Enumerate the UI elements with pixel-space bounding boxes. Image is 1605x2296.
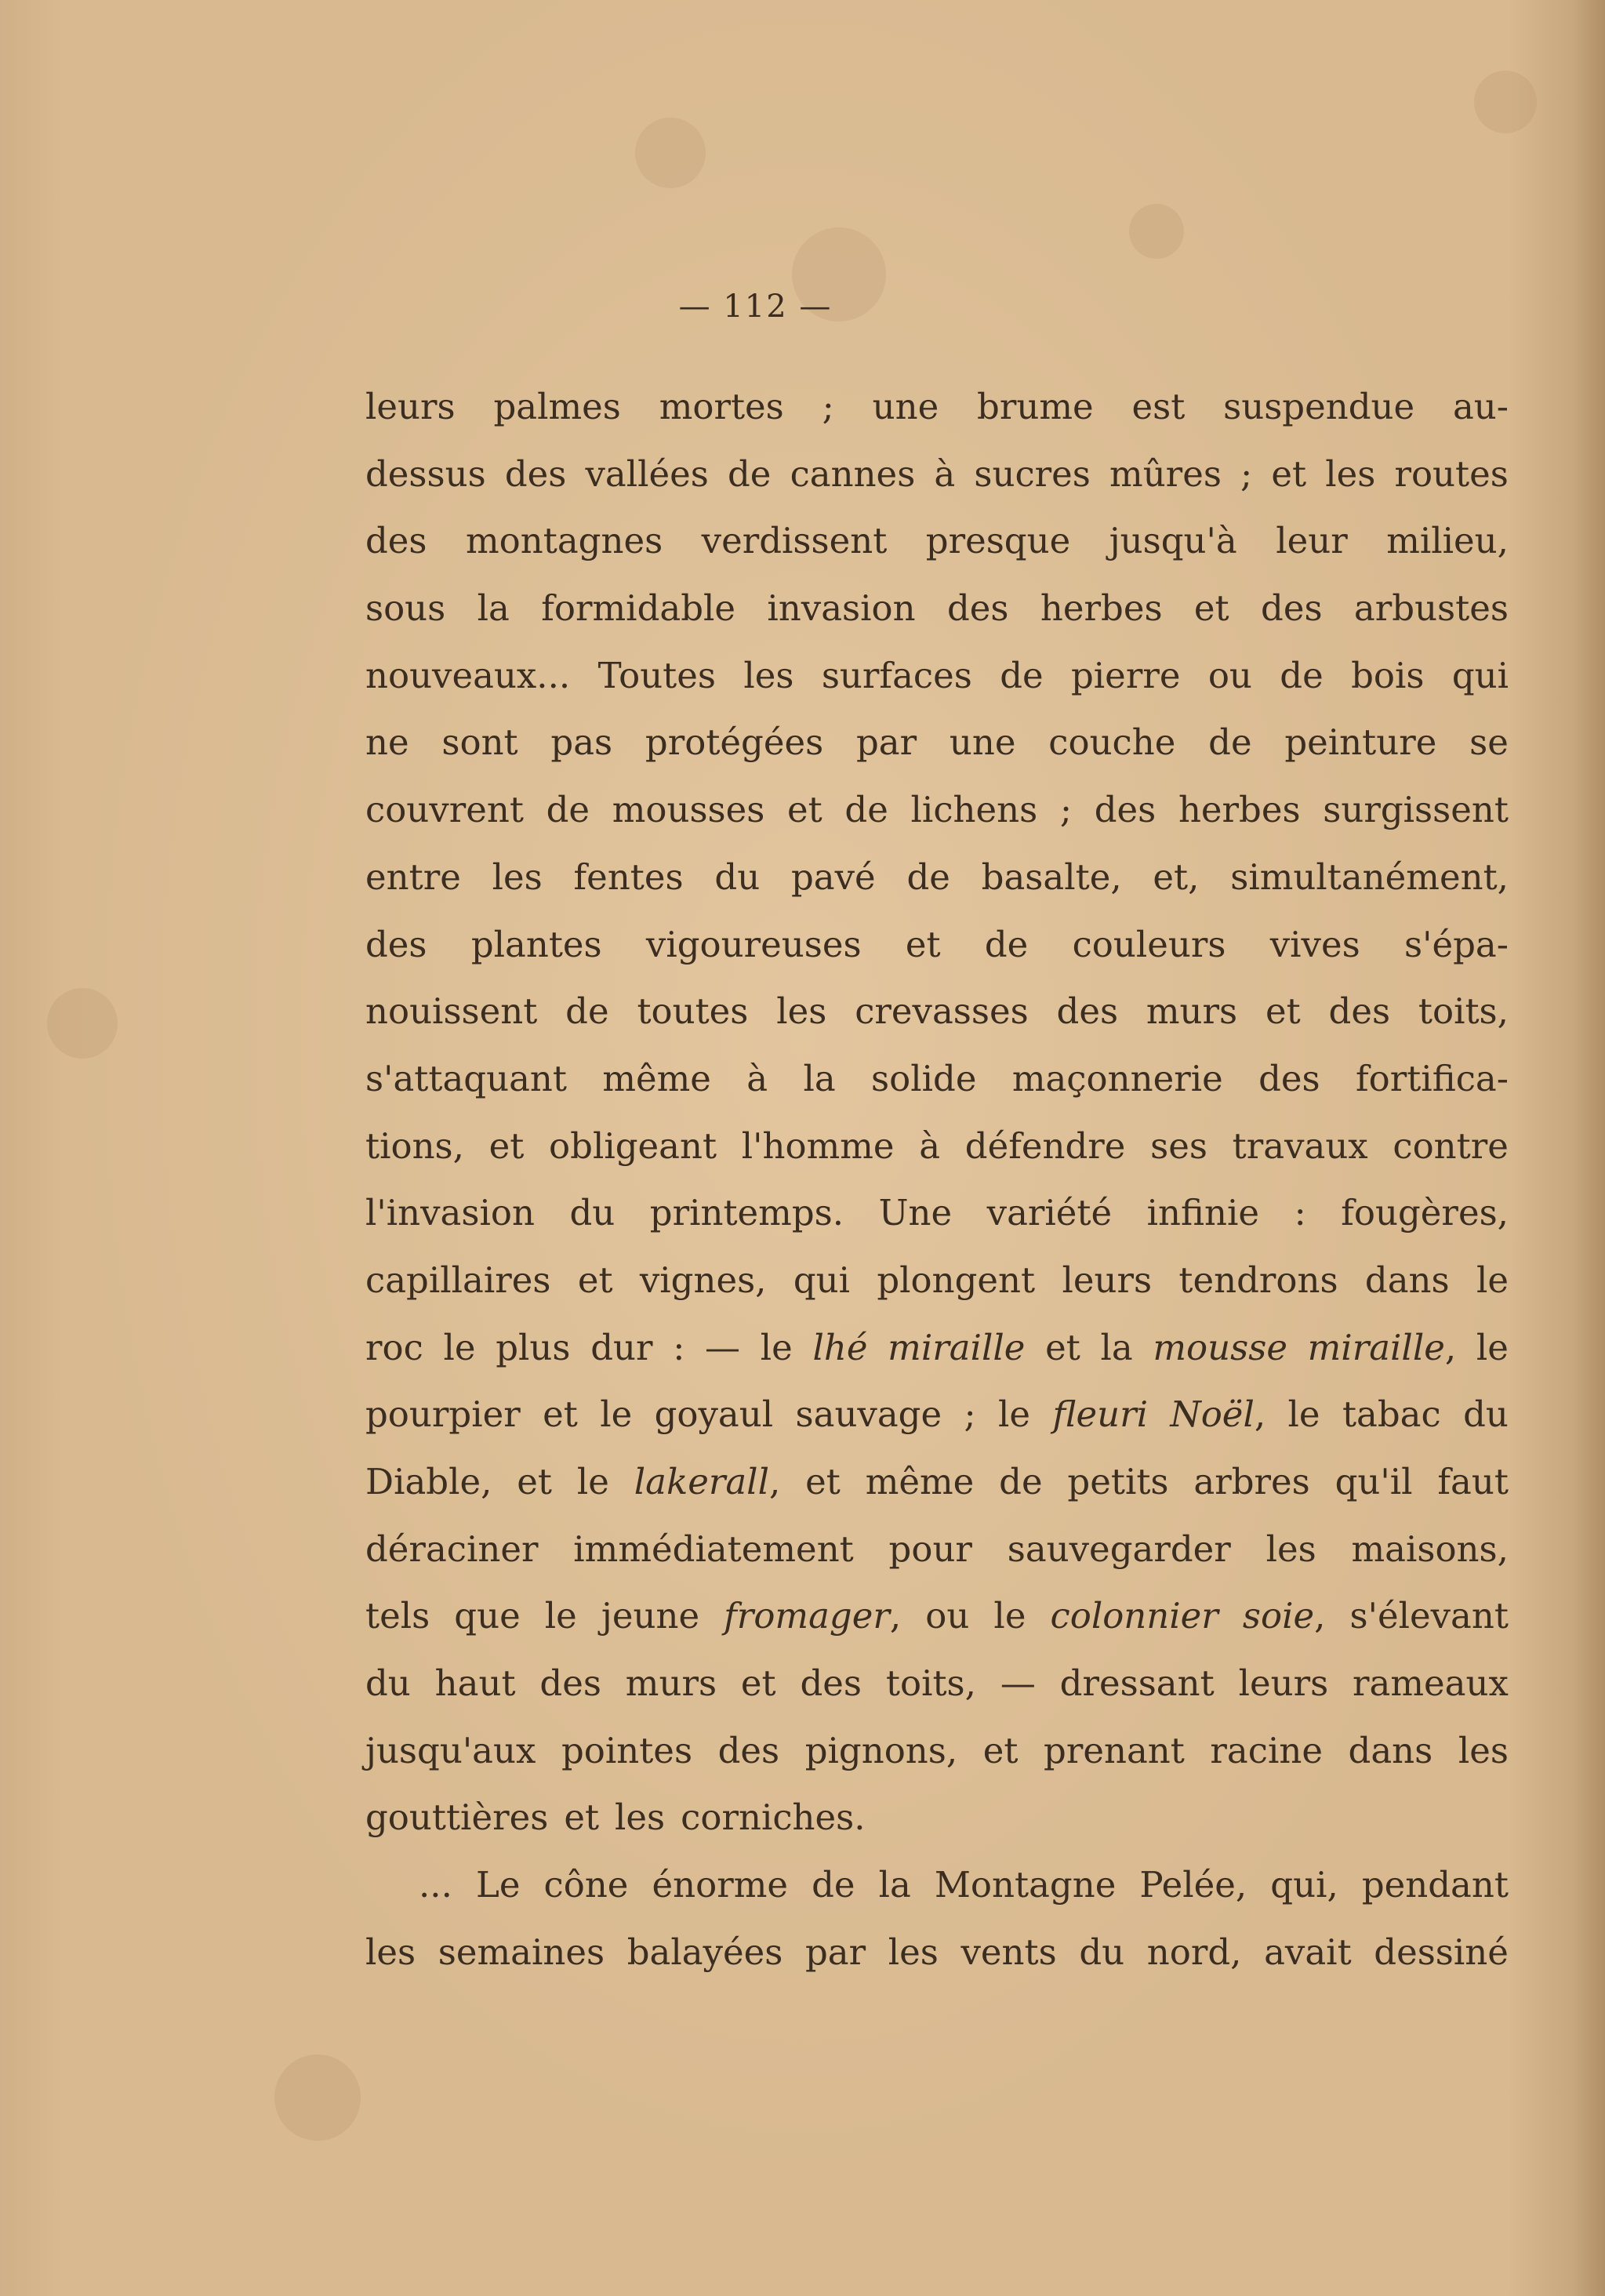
word: basalte, (981, 856, 1122, 898)
word: nouissent (365, 990, 538, 1033)
word: soie, (1242, 1595, 1326, 1637)
word: du (569, 1192, 615, 1234)
word: l'invasion (365, 1192, 535, 1234)
word: leur (1276, 520, 1348, 562)
word: ; (822, 386, 834, 427)
word: murs (1146, 990, 1238, 1033)
word: des (946, 587, 1009, 630)
word: qui (793, 1259, 851, 1301)
word: s'épa- (1403, 923, 1509, 965)
word: printemps. (649, 1192, 844, 1234)
text-line (365, 1381, 1509, 1448)
word: des (1258, 1057, 1320, 1099)
word: des (1094, 789, 1157, 831)
word: jusqu'à (1109, 520, 1237, 562)
word: lakerall, (634, 1461, 781, 1502)
word: se (1469, 721, 1509, 764)
word: fougères, (1341, 1192, 1509, 1234)
word: travaux (1232, 1124, 1368, 1167)
word: balayées (626, 1931, 783, 1973)
word: et (787, 789, 822, 831)
word: et (805, 1461, 841, 1502)
text-line (365, 1045, 1509, 1113)
word: miraille (888, 1326, 1026, 1368)
word: plantes (470, 923, 602, 965)
word: mûres (1109, 452, 1222, 495)
word: le (576, 1461, 609, 1502)
word: s'attaquant (365, 1057, 567, 1099)
word: : (1294, 1192, 1306, 1234)
word: Diable, (365, 1461, 492, 1502)
word: invasion (767, 587, 916, 630)
word: mousses (612, 789, 765, 831)
word: et (1265, 990, 1301, 1033)
word: maçonnerie (1011, 1057, 1223, 1099)
text-line (365, 575, 1509, 642)
word: — (1000, 1662, 1036, 1705)
word: vignes, (639, 1259, 767, 1301)
word: à (934, 452, 956, 495)
word: de (844, 789, 888, 831)
word: le (998, 1393, 1031, 1436)
word: colonnier (1050, 1595, 1218, 1637)
word: ... (419, 1864, 452, 1906)
word: le (760, 1326, 793, 1368)
word: fortifica- (1355, 1057, 1509, 1099)
word: pourpier (365, 1393, 521, 1436)
word: mousse (1153, 1326, 1287, 1368)
word: sous (365, 587, 446, 630)
word: et (517, 1461, 552, 1502)
word: le (600, 1393, 633, 1436)
text-line (365, 844, 1509, 911)
word: est (1131, 386, 1186, 427)
word: cannes (790, 452, 916, 495)
word: et (1271, 452, 1307, 495)
word: ; (1240, 452, 1253, 495)
text-line (365, 1247, 1509, 1314)
text-line (365, 1179, 1509, 1247)
text-line (365, 1448, 1509, 1516)
word: et (1193, 587, 1229, 630)
word: simultanément, (1230, 856, 1509, 898)
word: et (543, 1393, 578, 1436)
paper-stain (1129, 204, 1184, 259)
word: plus (496, 1326, 571, 1368)
word: les (365, 1931, 416, 1973)
word: protégées (645, 721, 824, 764)
word: des (365, 520, 427, 562)
word: : (673, 1326, 685, 1368)
word: qui (1451, 654, 1509, 696)
word: capillaires (365, 1259, 551, 1301)
word: Montagne (934, 1864, 1117, 1906)
word: que (454, 1595, 521, 1637)
word: de (812, 1864, 855, 1906)
word: et (1045, 1326, 1080, 1368)
word: dans (1348, 1729, 1433, 1771)
word: entre (365, 856, 461, 898)
word: dessiné (1374, 1931, 1509, 1973)
word: leurs (365, 386, 456, 427)
word: de (1280, 654, 1324, 696)
word: couche (1048, 721, 1176, 764)
text-line (365, 978, 1509, 1045)
word: ses (1150, 1124, 1207, 1167)
word: toutes (637, 990, 749, 1033)
word: pendant (1361, 1864, 1509, 1906)
word: contre (1393, 1124, 1509, 1167)
word: maisons, (1351, 1528, 1509, 1570)
word: prenant (1044, 1729, 1185, 1771)
word: plongent (877, 1259, 1036, 1301)
word: les (1325, 452, 1376, 495)
word: arbustes (1353, 587, 1509, 630)
word: les (1265, 1528, 1316, 1570)
word: fentes (573, 856, 684, 898)
word: s'élevant (1349, 1595, 1509, 1637)
text-line (365, 1314, 1509, 1382)
word: de (546, 789, 590, 831)
word: leurs (1062, 1259, 1153, 1301)
word: pas (550, 721, 613, 764)
word: le (443, 1326, 476, 1368)
word: le (1476, 1326, 1509, 1368)
word: petits (1067, 1461, 1169, 1502)
word: cône (543, 1864, 629, 1906)
word: des (504, 452, 567, 495)
word: pavé (790, 856, 876, 898)
word: des (717, 1729, 780, 1771)
word: la (803, 1057, 836, 1099)
word: pignons, (804, 1729, 958, 1771)
word: rameaux (1353, 1662, 1509, 1705)
text-line (365, 642, 1509, 710)
word: dur (590, 1326, 653, 1368)
word: du (365, 1662, 411, 1705)
word: herbes (1040, 587, 1163, 630)
word: les (1458, 1729, 1509, 1771)
word: même (865, 1461, 975, 1502)
word: vallées (585, 452, 709, 495)
text-line (365, 776, 1509, 844)
word: sauvegarder (1007, 1528, 1231, 1570)
word: des (1328, 990, 1391, 1033)
word: tels (365, 1595, 430, 1637)
word: des (539, 1662, 601, 1705)
word: énorme (652, 1864, 789, 1906)
word: obligeant (549, 1124, 717, 1167)
word: verdissent (701, 520, 888, 562)
word: corniches. (681, 1796, 866, 1839)
word: les (743, 654, 794, 696)
word: vents (960, 1931, 1057, 1973)
word: infinie (1146, 1192, 1260, 1234)
word: vives (1269, 923, 1360, 965)
word: formidable (541, 587, 736, 630)
word: lhé (812, 1326, 868, 1368)
word: bois (1351, 654, 1425, 696)
word: lichens (910, 789, 1038, 831)
text-line (365, 1650, 1509, 1717)
word: goyaul (654, 1393, 774, 1436)
word: ou (1207, 654, 1252, 696)
word: Une (878, 1192, 953, 1234)
word: tions, (365, 1124, 464, 1167)
word: l'homme (741, 1124, 895, 1167)
text-line (365, 911, 1509, 979)
word: racine (1210, 1729, 1323, 1771)
word: herbes (1178, 789, 1301, 831)
word: routes (1394, 452, 1509, 495)
text-line (365, 709, 1509, 776)
word: gouttières (365, 1796, 549, 1839)
word: pointes (561, 1729, 693, 1771)
word: une (872, 386, 939, 427)
word: de (999, 1461, 1043, 1502)
word: qu'il (1334, 1461, 1413, 1502)
word: par (804, 1931, 866, 1973)
word: et (564, 1796, 600, 1839)
word: et (905, 923, 941, 965)
word: à (746, 1057, 768, 1099)
word: les (888, 1931, 939, 1973)
word: palmes (493, 386, 621, 427)
word: de (1000, 654, 1044, 696)
word: de (906, 856, 950, 898)
word: surgissent (1323, 789, 1509, 831)
word: Noël, (1170, 1393, 1266, 1436)
word: de (984, 923, 1029, 965)
word: ; (964, 1393, 976, 1436)
word: vigoureuses (645, 923, 862, 965)
page-edge-shadow (1574, 0, 1605, 2296)
word: sont (441, 721, 518, 764)
word: le (1476, 1259, 1509, 1301)
word: ou (925, 1595, 970, 1637)
word: au- (1452, 386, 1509, 427)
word: pierre (1070, 654, 1181, 696)
word: mortes (659, 386, 784, 427)
word: haut (434, 1662, 516, 1705)
word: à (919, 1124, 941, 1167)
word: — (705, 1326, 741, 1368)
word: les (615, 1796, 666, 1839)
word: surfaces (821, 654, 972, 696)
word: et (488, 1124, 525, 1167)
word: et (982, 1729, 1019, 1771)
paper-stain (47, 988, 118, 1059)
word: roc (365, 1326, 423, 1368)
text-line (365, 1919, 1509, 1986)
text-line (365, 1582, 1509, 1650)
word: une (949, 721, 1016, 764)
word: sauvage (795, 1393, 942, 1436)
word: couleurs (1072, 923, 1226, 965)
text-line (365, 1516, 1509, 1583)
text-line (365, 1717, 1509, 1785)
word: dessus (365, 452, 486, 495)
word: les (492, 856, 543, 898)
word: toits, (1418, 990, 1509, 1033)
word: dressant (1059, 1662, 1215, 1705)
word: montagnes (466, 520, 663, 562)
word: le (993, 1595, 1026, 1637)
word: et (740, 1662, 776, 1705)
word: et, (1153, 856, 1200, 898)
word: la (477, 587, 510, 630)
word: nouveaux... (365, 654, 571, 696)
body-text (365, 373, 1509, 1986)
paper-stain (274, 2054, 361, 2141)
text-line (365, 1851, 1509, 1919)
word: Pelée, (1139, 1864, 1247, 1906)
word: couvrent (365, 789, 524, 831)
word: avait (1264, 1931, 1352, 1973)
word: le (544, 1595, 577, 1637)
word: et (577, 1259, 613, 1301)
paper-stain (635, 118, 706, 188)
word: variété (986, 1192, 1113, 1234)
word: pour (888, 1528, 972, 1570)
word: la (878, 1864, 911, 1906)
word: crevasses (855, 990, 1029, 1033)
word: du (714, 856, 761, 898)
word: sucres (974, 452, 1091, 495)
word: du (1463, 1393, 1509, 1436)
word: nord, (1146, 1931, 1242, 1973)
word: la (1100, 1326, 1133, 1368)
page-number: — 112 — (678, 289, 833, 325)
word: murs (625, 1662, 717, 1705)
text-line (365, 373, 1509, 441)
word: immédiatement (573, 1528, 854, 1570)
word: défendre (964, 1124, 1126, 1167)
word: fleuri (1052, 1393, 1148, 1436)
word: par (855, 721, 917, 764)
word: suspendue (1223, 386, 1415, 427)
word: des (1056, 990, 1119, 1033)
word: miraille, (1307, 1326, 1457, 1368)
word: presque (925, 520, 1071, 562)
word: jusqu'aux (365, 1729, 536, 1771)
word: tabac (1342, 1393, 1441, 1436)
word: des (800, 1662, 862, 1705)
text-line (365, 1113, 1509, 1180)
word: du (1079, 1931, 1125, 1973)
text-line (365, 507, 1509, 575)
word: dans (1364, 1259, 1450, 1301)
word: toits, (885, 1662, 976, 1705)
text-line (365, 441, 1509, 508)
word: Le (475, 1864, 521, 1906)
word: des (365, 923, 427, 965)
word: de (1208, 721, 1252, 764)
word: de (565, 990, 609, 1033)
word: solide (871, 1057, 977, 1099)
text-line (365, 1784, 1509, 1851)
word: arbres (1193, 1461, 1310, 1502)
word: Toutes (597, 654, 716, 696)
word: brume (977, 386, 1094, 427)
word: peinture (1284, 721, 1437, 764)
word: les (776, 990, 827, 1033)
word: fromager, (724, 1595, 902, 1637)
word: même (602, 1057, 711, 1099)
word: ; (1059, 789, 1073, 831)
word: des (1261, 587, 1323, 630)
word: qui, (1270, 1864, 1338, 1906)
word: déraciner (365, 1528, 539, 1570)
word: de (728, 452, 772, 495)
word: tendrons (1178, 1259, 1338, 1301)
word: jeune (601, 1595, 700, 1637)
paper-stain (1474, 71, 1537, 133)
word: semaines (438, 1931, 605, 1973)
word: ne (365, 721, 409, 764)
word: faut (1437, 1461, 1509, 1502)
word: milieu, (1386, 520, 1509, 562)
word: leurs (1238, 1662, 1329, 1705)
word: le (1287, 1393, 1320, 1436)
